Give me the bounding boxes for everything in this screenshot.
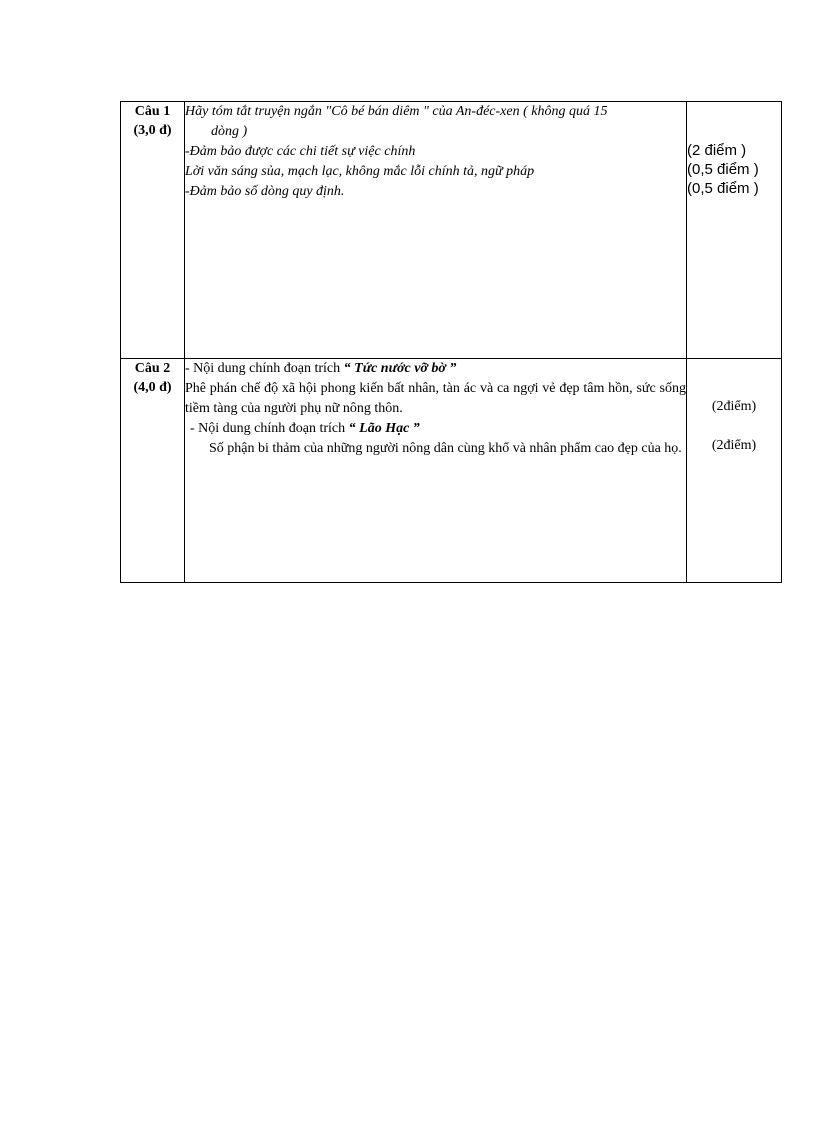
question-cell [121,359,185,583]
criterion-line: Lời văn sáng sủa, mạch lạc, không mắc lỗi chính tả, ngữ pháp [185,164,535,179]
score-value: (0,5 điểm ) [687,161,759,178]
score-value: (2 điểm ) [687,142,747,159]
score-cell [687,359,782,583]
item-prefix: - Nội dung chính đoạn trích [190,421,349,436]
prompt-line-continued: dòng ) [211,124,248,139]
criterion-line: -Đảm bảo được các chi tiết sự việc chính [185,144,416,159]
excerpt-title: “ Lão Hạc ” [348,421,420,436]
table-row [121,359,782,583]
content-item-text: Phê phán chế độ xã hội phong kiến bất nhân, tàn ác và ca ngợi vẻ đẹp tâm hồn, sức sống tiềm tàng của người phụ nữ nông thôn. [185,381,686,416]
question-points: (4,0 đ) [133,380,172,395]
question-number: Câu 1 [134,104,171,119]
answer-key-table [120,101,782,583]
table-row [121,102,782,359]
score-value: (2điểm) [711,438,757,453]
answer-content-cell [185,359,687,583]
criterion-line: -Đảm bảo số dòng quy định. [185,184,345,199]
excerpt-title: “ Tức nước vỡ bờ ” [343,361,457,376]
score-value: (2điểm) [711,399,757,414]
question-points: (3,0 đ) [133,123,172,138]
question-number: Câu 2 [134,361,171,376]
item-prefix: - Nội dung chính đoạn trích [185,361,344,376]
content-item-heading [185,359,686,379]
answer-content-cell [185,102,687,359]
score-cell [687,102,782,359]
prompt-line: Hãy tóm tắt truyện ngắn "Cô bé bán diêm " của An-đéc-xen ( không quá 15 [185,104,608,119]
content-item-heading [185,419,686,439]
score-value: (0,5 điểm ) [687,180,759,197]
question-cell [121,102,185,359]
content-item-text: Số phận bi thảm của những người nông dân cùng khổ và nhân phẩm cao đẹp của họ. [209,441,682,456]
